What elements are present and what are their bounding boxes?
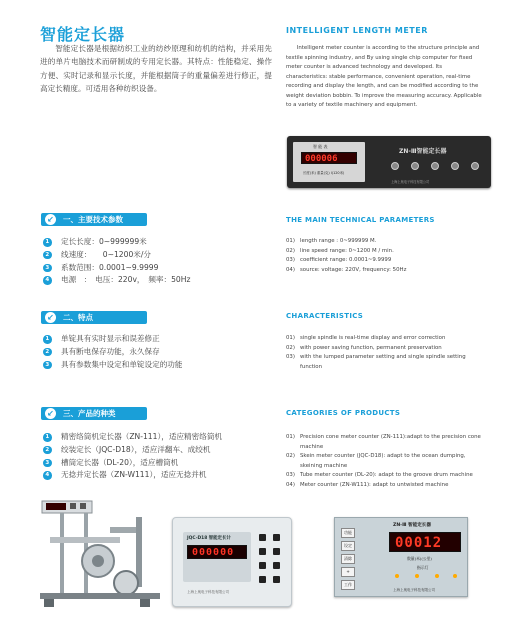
list-item: 02) Skein meter counter (JQC-D18): adapt to the ocean dumping, skeining machine: [286, 453, 466, 469]
device-key: 设定: [341, 541, 355, 551]
list-item: 01) single spindle is real-time display and error correction: [286, 335, 446, 341]
page-title-en: INTELLIGENT LENGTH METER: [286, 26, 428, 35]
device-maker: 上海上奥电子科技有限公司: [393, 588, 435, 592]
led-display: [301, 152, 357, 164]
section-bar-characteristics: [41, 311, 147, 324]
intro-text-cn: 智能定长器是根据纺织工业的纺纱原理和纺机的结构，并采用先进的单片电脑技术而研制成的专用定长器。其特点：性能稳定、操作方便、实时记录和显示长度，并能根据筒子的重量偏差进行修正，提高定长精度。可适用各种纺织设备。: [40, 44, 272, 94]
list-item: 1 精密络筒机定长器（ZN-111），适应精密络筒机: [43, 431, 222, 444]
led-digits: 00012: [395, 535, 443, 551]
device-header: JQC-D18 智能定长计: [187, 536, 231, 541]
arrow-icon: ↙: [45, 408, 56, 419]
led-display: [187, 545, 247, 559]
list-item: 3 槽筒定长器（DL-20），适应槽筒机: [43, 457, 222, 470]
jqc-device-image: [172, 517, 292, 607]
zn-device-image: [334, 517, 468, 597]
number-badge: 1: [43, 433, 52, 442]
list-item: 04) source: voltage: 220V, frequency: 50Hz: [286, 266, 407, 273]
device-name: ZN-Ⅲ 智能定长器: [393, 523, 431, 528]
device-keys: [341, 528, 359, 593]
number-badge: 4: [43, 471, 52, 480]
number-badge: 2: [43, 251, 52, 260]
device-name: ZN-Ⅲ智能定长器: [399, 148, 447, 155]
section-label: 一、主要技术参数: [63, 215, 123, 224]
section-label: 三、产品的种类: [63, 409, 116, 418]
arrow-icon: ↙: [45, 214, 56, 225]
spindle-machine-image: [40, 497, 160, 607]
parameters-list-cn: [43, 236, 190, 287]
display-caption: 数量(米)(公里): [407, 556, 432, 561]
number-badge: 1: [43, 238, 52, 247]
number-badge: 3: [43, 361, 52, 370]
device-screen: [183, 532, 251, 582]
device-button: [451, 162, 459, 170]
list-item: 02) line speed range: 0~1200 M / min.: [286, 247, 394, 254]
section-title-en-parameters: THE MAIN TECHNICAL PARAMETERS: [286, 216, 435, 224]
categories-list-en: [286, 433, 486, 491]
number-badge: 2: [43, 446, 52, 455]
number-badge: 1: [43, 335, 52, 344]
intro-text-en: Intelligent meter counter is according to the structure principle and textile spinning industry, and By using single chip computer for fixed meter counter is advanced technology and developed. Its characteristics: stable performance, convenient operation, real-time recording and display the length, and can be modified according to the weight deviation bobbin. To improve the measuring accuracy. Applicable to a variety of textile machinery and equipment.: [286, 45, 482, 108]
device-maker: 上海上奥电子科技有限公司: [391, 180, 430, 184]
device-button: [471, 162, 479, 170]
indicator-lights: [389, 574, 461, 580]
list-item: 2 线速度： 0~1200米/分: [43, 249, 190, 262]
characteristics-list-en: [286, 334, 486, 372]
meter-device-image: [287, 136, 491, 188]
list-item: 1 单锭具有实时显示和误差修正: [43, 333, 183, 346]
list-item: 01) Precision cone meter counter (ZN-111):adapt to the precision cone machine: [286, 434, 481, 450]
page-title-cn: 智能定长器: [40, 25, 126, 44]
list-item: 03) with the lumped parameter setting and single spindle setting function: [286, 354, 466, 370]
section-bar-categories: [41, 407, 147, 420]
number-badge: 2: [43, 348, 52, 357]
list-item: 3 具有参数集中设定和单锭设定的功能: [43, 359, 183, 372]
number-badge: 4: [43, 276, 52, 285]
led-digits: 000000: [192, 547, 235, 558]
list-item: 2 绞装定长（JQC-D18），适应洋翻车、成绞机: [43, 444, 222, 457]
number-badge: 3: [43, 264, 52, 273]
list-item: 2 具有断电保存功能，永久保存: [43, 346, 183, 359]
list-item: 04) Meter counter (ZN-W111): adapt to untwisted machine: [286, 481, 449, 488]
list-item: 4 电源 ： 电压：220v， 频率：50Hz: [43, 274, 190, 287]
section-label: 二、特点: [63, 313, 93, 322]
list-item: 01) length range : 0~999999 M.: [286, 238, 377, 244]
device-panel: [293, 142, 365, 182]
device-button: [431, 162, 439, 170]
section-title-en-characteristics: CHARACTERISTICS: [286, 312, 364, 320]
device-maker: 上海上奥电子科技有限公司: [187, 590, 229, 594]
led-display: [389, 532, 461, 552]
arrow-icon: ↙: [45, 312, 56, 323]
device-key: 功能: [341, 528, 355, 538]
device-key: +: [341, 567, 355, 577]
device-key: 清除: [341, 554, 355, 564]
device-button: [411, 162, 419, 170]
device-key: 工作: [341, 580, 355, 590]
device-button: [391, 162, 399, 170]
list-item: 1 定长长度：0~999999米: [43, 236, 190, 249]
led-digits: 000006: [305, 154, 338, 164]
list-item: 03) coefficient range: 0.0001~9.9999: [286, 257, 392, 264]
section-bar-parameters: [41, 213, 147, 226]
indicator-caption: 指示灯: [417, 565, 429, 570]
section-title-en-categories: CATEGORIES OF PRODUCTS: [286, 409, 401, 417]
characteristics-list-cn: [43, 333, 183, 371]
device-panel-title: 智 能 表: [313, 144, 328, 149]
parameters-list-en: [286, 237, 486, 275]
list-item: 02) with power saving function, permanent preservation: [286, 344, 442, 351]
list-item: 03) Tube meter counter (DL-20): adapt to the groove drum machine: [286, 472, 473, 479]
device-panel-caption: 长度(米) 重量(克) Ⅰ(120米): [303, 171, 345, 175]
keypad: [257, 534, 287, 582]
number-badge: 3: [43, 459, 52, 468]
list-item: 3 系数范围：0.0001~9.9999: [43, 262, 190, 275]
categories-list-cn: [43, 431, 222, 482]
list-item: 4 无捻并定长器（ZN-W111），适应无捻并机: [43, 469, 222, 482]
